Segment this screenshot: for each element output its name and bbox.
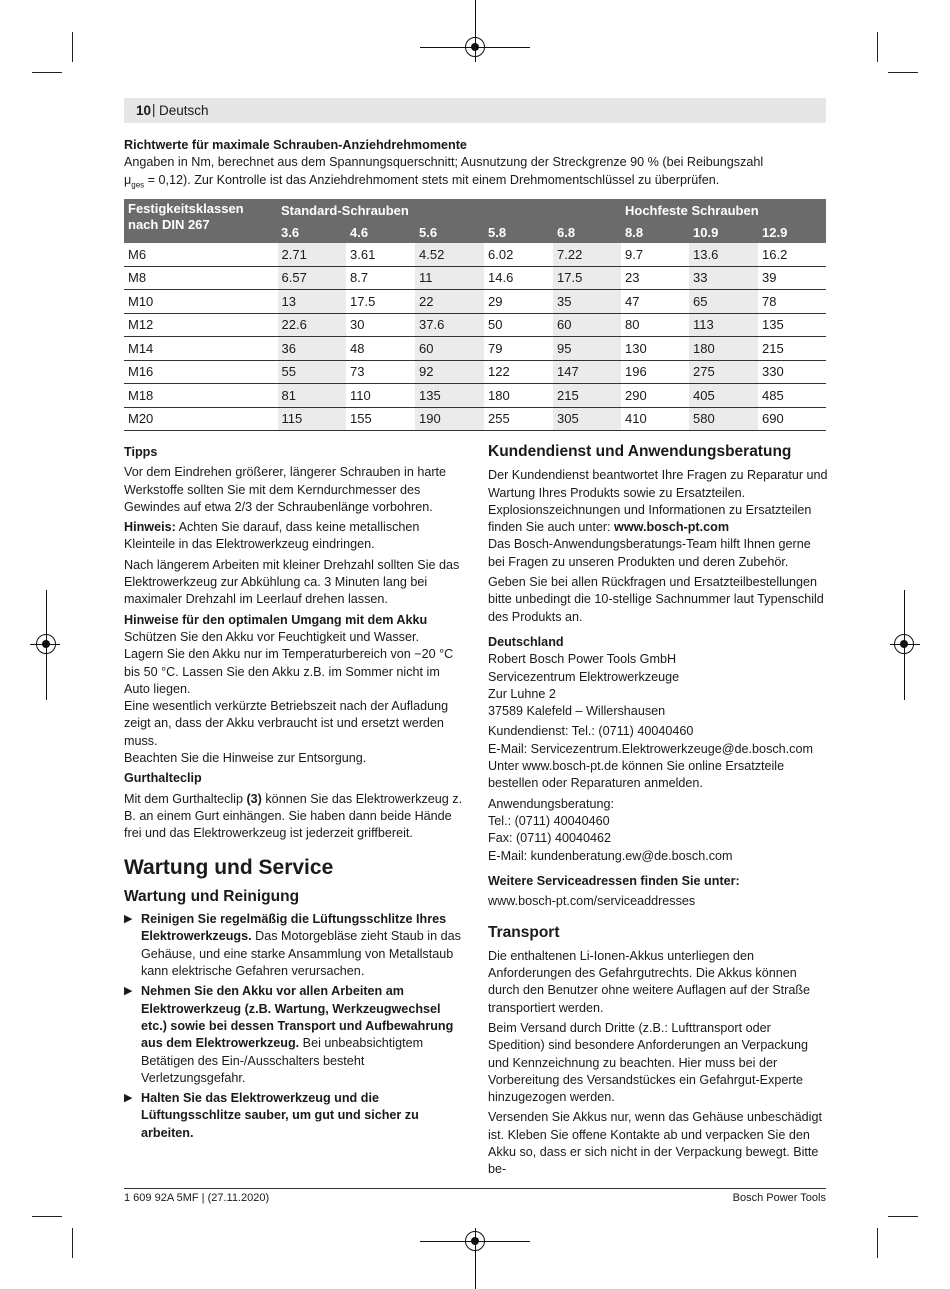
akku-paragraph-2: Lagern Sie den Akku nur im Temperaturbereich von −20 °C bis 50 °C. Lassen Sie den Akku z.B. im Sommer nicht im Auto liegen.: [124, 647, 454, 696]
table-cell: 23: [621, 266, 689, 290]
table-cell: 6.57: [277, 266, 346, 290]
table-cell: 14.6: [484, 266, 553, 290]
address-line-2: Servicezentrum Elektrowerkzeuge: [488, 669, 680, 684]
table-row-size: M8: [124, 266, 277, 290]
table-class-header: 5.8: [484, 221, 553, 243]
table-row-size: M20: [124, 407, 277, 431]
bullet-2-text: Bei unbeabsichtigtem Betätigen des Ein-/Ausschalters besteht Verletzungsgefahr.: [141, 1036, 424, 1085]
table-body: [124, 243, 826, 431]
table-class-header: 12.9: [758, 221, 826, 243]
kundendienst-phone: Kundendienst: Tel.: (0711) 40040460: [488, 724, 694, 739]
table-cell: 305: [553, 407, 621, 431]
header-separator: |: [152, 102, 156, 117]
bullet-3-bold: Halten Sie das Elektrowerkzeug und die Lüftungsschlitze sauber, um gut und sicher zu arbeiten.: [141, 1091, 419, 1140]
page-number: 10: [136, 103, 152, 118]
table-cell: 180: [484, 384, 553, 408]
kundendienst-paragraph-3: Geben Sie bei allen Rückfragen und Ersatzteilbestellungen bitte unbedingt die 10‑stellige Sachnummer laut Typenschild des Produkts an.: [488, 575, 824, 624]
table-cell: 73: [346, 360, 415, 384]
reinigung-heading: Wartung und Reinigung: [124, 887, 300, 905]
table-cell: 11: [415, 266, 484, 290]
bullet-2-bold: Nehmen Sie den Akku vor allen Arbeiten am Elektrowerkzeug (z.B. Wartung, Werkzeugwechsel etc.) sowie bei dessen Transport und Aufbewahrung aus dem Elektrowerkzeug.: [141, 984, 454, 1051]
table-cell: 16.2: [758, 243, 826, 266]
registration-mark-icon: [465, 37, 485, 57]
anwendungsberatung-fax: Fax: (0711) 40040462: [488, 831, 611, 846]
table-row: [124, 243, 826, 266]
table-cell: 7.22: [553, 243, 621, 266]
bosch-pt-link[interactable]: www.bosch-pt.com: [614, 520, 730, 535]
crop-mark: [888, 72, 918, 73]
crop-mark: [877, 1228, 878, 1258]
table-class-header: 10.9: [689, 221, 758, 243]
table-cell: 22.6: [277, 313, 346, 337]
table-row: [124, 384, 826, 408]
table-cell: 80: [621, 313, 689, 337]
table-cell: 215: [758, 337, 826, 361]
tipps-paragraph-1: Vor dem Eindrehen größerer, längerer Schrauben in harte Werkstoffe sollten Sie mit dem Kerndurchmesser des Gewindes auf etwa 2/3 der Schraubenlänge vorbohren.: [124, 465, 447, 514]
bullet-arrow-icon: ▶: [124, 1092, 133, 1105]
table-class-header: 8.8: [621, 221, 689, 243]
table-cell: 135: [758, 313, 826, 337]
table-cell: 95: [553, 337, 621, 361]
bullet-item-2: [124, 983, 464, 1087]
wartung-heading: Wartung und Service: [124, 855, 334, 879]
table-group-standard: Standard-Schrauben: [277, 199, 621, 221]
crop-mark: [32, 72, 62, 73]
torque-intro: [124, 137, 834, 193]
table-cell: 3.61: [346, 243, 415, 266]
table-group-header-row: [124, 199, 826, 221]
table-cell: 47: [621, 290, 689, 314]
crop-mark: [72, 32, 73, 62]
table-row: [124, 313, 826, 337]
table-cell: 79: [484, 337, 553, 361]
transport-paragraph-3: Versenden Sie Akkus nur, wenn das Gehäuse unbeschädigt ist. Kleben Sie offene Kontakte ab und verpacken Sie den Akku so, dass er sich nicht in der Verpackung bewegt. Bitte be-: [488, 1110, 822, 1177]
table-cell: 113: [689, 313, 758, 337]
crop-mark: [888, 1216, 918, 1217]
table-cell: 35: [553, 290, 621, 314]
table-row-size: M16: [124, 360, 277, 384]
kundendienst-paragraph-1-text: Der Kundendienst beantwortet Ihre Fragen zu Reparatur und Wartung Ihres Produkts sowie zu Ersatzteilen. Explosionszeichnungen und Informationen zu Ersatzteilen finden Sie auch unter:: [488, 468, 828, 535]
table-cell: 81: [277, 384, 346, 408]
table-cell: 13: [277, 290, 346, 314]
crop-mark: [72, 1228, 73, 1258]
hinweis-paragraph: [124, 519, 464, 554]
table-cell: 33: [689, 266, 758, 290]
table-row-size: M10: [124, 290, 277, 314]
tipps-heading: Tipps: [124, 445, 158, 459]
table-cell: 147: [553, 360, 621, 384]
clip-heading: Gurthalteclip: [124, 771, 202, 786]
table-cell: 13.6: [689, 243, 758, 266]
mu-subscript: ges: [131, 180, 145, 190]
table-cell: 9.7: [621, 243, 689, 266]
online-ordering-note: Unter www.bosch-pt.de können Sie online Ersatzteile bestellen oder Reparaturen anmelden.: [488, 759, 785, 791]
registration-mark-icon: [894, 634, 914, 654]
table-class-header: 3.6: [277, 221, 346, 243]
table-cell: 48: [346, 337, 415, 361]
table-cell: 410: [621, 407, 689, 431]
table-row-size: M12: [124, 313, 277, 337]
kundendienst-email: E-Mail: Servicezentrum.Elektrowerkzeuge@de.bosch.com: [488, 741, 813, 756]
table-cell: 485: [758, 384, 826, 408]
more-addresses-heading: Weitere Serviceadressen finden Sie unter:: [488, 873, 740, 888]
registration-mark-icon: [465, 1231, 485, 1251]
table-cell: 580: [689, 407, 758, 431]
address-line-4: 37589 Kalefeld – Willershausen: [488, 704, 666, 719]
table-row-size: M14: [124, 337, 277, 361]
tipps-paragraph-3: Nach längerem Arbeiten mit kleiner Drehzahl sollten Sie das Elektrowerkzeug zur Abkühlung ca. 3 Minuten lang bei maximaler Drehzahl im Leerlauf drehen lassen.: [124, 557, 460, 607]
table-cell: 17.5: [346, 290, 415, 314]
hinweis-text: Achten Sie darauf, dass keine metallischen Kleinteile in das Elektrowerkzeug eindringen.: [124, 520, 420, 552]
table-row: [124, 290, 826, 314]
table-cell: 17.5: [553, 266, 621, 290]
akku-heading: Hinweise für den optimalen Umgang mit dem Akku: [124, 612, 428, 627]
crop-mark: [32, 1216, 62, 1217]
table-cell: 50: [484, 313, 553, 337]
table-cell: 180: [689, 337, 758, 361]
footer-doc-id: 1 609 92A 5MF | (27.11.2020): [124, 1192, 270, 1204]
left-column: [124, 444, 464, 1145]
table-cell: 115: [277, 407, 346, 431]
deutschland-heading: Deutschland: [488, 634, 564, 649]
table-row-size: M6: [124, 243, 277, 266]
table-cell: 135: [415, 384, 484, 408]
footer-rule: [124, 1188, 826, 1189]
table-group-high: Hochfeste Schrauben: [621, 199, 826, 221]
right-column: [488, 443, 828, 1179]
bullet-item-1: [124, 911, 464, 980]
anwendungsberatung-phone: Tel.: (0711) 40040460: [488, 813, 610, 828]
table-cell: 405: [689, 384, 758, 408]
table-cell: 78: [758, 290, 826, 314]
torque-intro-line2-text: = 0,12). Zur Kontrolle ist das Anziehdrehmoment stets mit einem Drehmomentschlüssel zu überprüfen.: [144, 172, 720, 187]
table-cell: 37.6: [415, 313, 484, 337]
table-cell: 92: [415, 360, 484, 384]
table-cell: 690: [758, 407, 826, 431]
bullet-1-bold: Reinigen Sie regelmäßig die Lüftungsschlitze Ihres Elektrowerkzeugs.: [141, 912, 447, 944]
footer-brand: Bosch Power Tools: [732, 1192, 826, 1204]
table-cell: 6.02: [484, 243, 553, 266]
table-cell: 65: [689, 290, 758, 314]
bullet-arrow-icon: ▶: [124, 985, 133, 998]
table-cell: 22: [415, 290, 484, 314]
akku-paragraph-3: Eine wesentlich verkürzte Betriebszeit nach der Aufladung zeigt an, dass der Akku verbraucht ist und ersetzt werden muss.: [124, 699, 449, 748]
clip-text-a: Mit dem Gurthalteclip: [124, 791, 247, 806]
table-cell: 255: [484, 407, 553, 431]
transport-paragraph-1: Die enthaltenen Li-Ionen-Akkus unterliegen den Anforderungen des Gefahrgutrechts. Die Akkus können durch den Benutzer ohne weitere Auflagen auf der Straße transportiert werden.: [488, 948, 811, 1015]
transport-paragraph-2: Beim Versand durch Dritte (z.B.: Lufttransport oder Spedition) sind besondere Anforderungen an Verpackung und Kennzeichnung zu beachten. Hier muss bei der Vorbereitung des Versandstückes ein Gefahrgut-Experte hinzugezogen werden.: [488, 1020, 808, 1105]
table-cell: 215: [553, 384, 621, 408]
table-cell: 110: [346, 384, 415, 408]
table-cell: 190: [415, 407, 484, 431]
service-addresses-link[interactable]: www.bosch-pt.com/serviceaddresses: [488, 894, 696, 909]
page-header: [124, 98, 826, 123]
registration-mark-icon: [36, 634, 56, 654]
anwendungsberatung-email: E-Mail: kundenberatung.ew@de.bosch.com: [488, 848, 733, 863]
table-cell: 8.7: [346, 266, 415, 290]
table-cell: 60: [415, 337, 484, 361]
bullet-1-text: Das Motorgebläse zieht Staub in das Gehäuse, und eine starke Ansammlung von Metallstaub kann elektrische Gefahren verursachen.: [141, 929, 461, 979]
table-cell: 36: [277, 337, 346, 361]
table-cell: 196: [621, 360, 689, 384]
torque-title: Richtwerte für maximale Schrauben-Anziehdrehmomente: [124, 138, 467, 152]
kundendienst-heading: Kundendienst und Anwendungsberatung: [488, 443, 792, 460]
table-cell: 290: [621, 384, 689, 408]
table-row: [124, 337, 826, 361]
crop-mark: [877, 32, 878, 62]
table-row: [124, 266, 826, 290]
table-corner-header: Festigkeitsklassen nach DIN 267: [124, 199, 277, 243]
header-language: Deutsch: [159, 103, 209, 118]
table-cell: 2.71: [277, 243, 346, 266]
akku-paragraph-1: Schützen Sie den Akku vor Feuchtigkeit und Wasser.: [124, 629, 419, 644]
hinweis-label: Hinweis:: [124, 520, 176, 535]
table-cell: 39: [758, 266, 826, 290]
table-cell: 330: [758, 360, 826, 384]
table-cell: 122: [484, 360, 553, 384]
torque-table: [124, 199, 826, 431]
anwendungsberatung-label: Anwendungsberatung:: [488, 796, 615, 811]
bullet-arrow-icon: ▶: [124, 913, 133, 926]
table-cell: 55: [277, 360, 346, 384]
table-cell: 60: [553, 313, 621, 337]
torque-intro-line2: [124, 172, 834, 194]
address-line-1: Robert Bosch Power Tools GmbH: [488, 652, 677, 667]
table-cell: 275: [689, 360, 758, 384]
table-row: [124, 360, 826, 384]
table-cell: 130: [621, 337, 689, 361]
table-cell: 29: [484, 290, 553, 314]
transport-heading: Transport: [488, 924, 560, 942]
torque-intro-line1: Angaben in Nm, berechnet aus dem Spannungsquerschnitt; Ausnutzung der Streckgrenze 90 % (bei Reibungszahl: [124, 155, 764, 170]
table-class-header: 6.8: [553, 221, 621, 243]
clip-text-b: können Sie das Elektrowerkzeug z. B. an einem Gurt einhängen. Sie haben dann beide Hände frei und das Elektrowerkzeug ist jederzeit griffbereit.: [124, 791, 463, 841]
clip-paragraph: [124, 791, 464, 843]
table-class-header: 5.6: [415, 221, 484, 243]
akku-paragraph-4: Beachten Sie die Hinweise zur Entsorgung.: [124, 751, 367, 766]
address-line-3: Zur Luhne 2: [488, 686, 556, 701]
bullet-item-3: [124, 1090, 464, 1142]
table-row: [124, 407, 826, 431]
table-cell: 4.52: [415, 243, 484, 266]
kundendienst-paragraph-1: [488, 467, 828, 536]
kundendienst-paragraph-2: Das Bosch-Anwendungsberatungs-Team hilft Ihnen gerne bei Fragen zu unseren Produkten und deren Zubehör.: [488, 537, 811, 569]
table-cell: 30: [346, 313, 415, 337]
table-row-size: M18: [124, 384, 277, 408]
mu-symbol: μ: [124, 172, 132, 187]
clip-reference: (3): [246, 791, 262, 806]
table-cell: 155: [346, 407, 415, 431]
table-class-header: 4.6: [346, 221, 415, 243]
